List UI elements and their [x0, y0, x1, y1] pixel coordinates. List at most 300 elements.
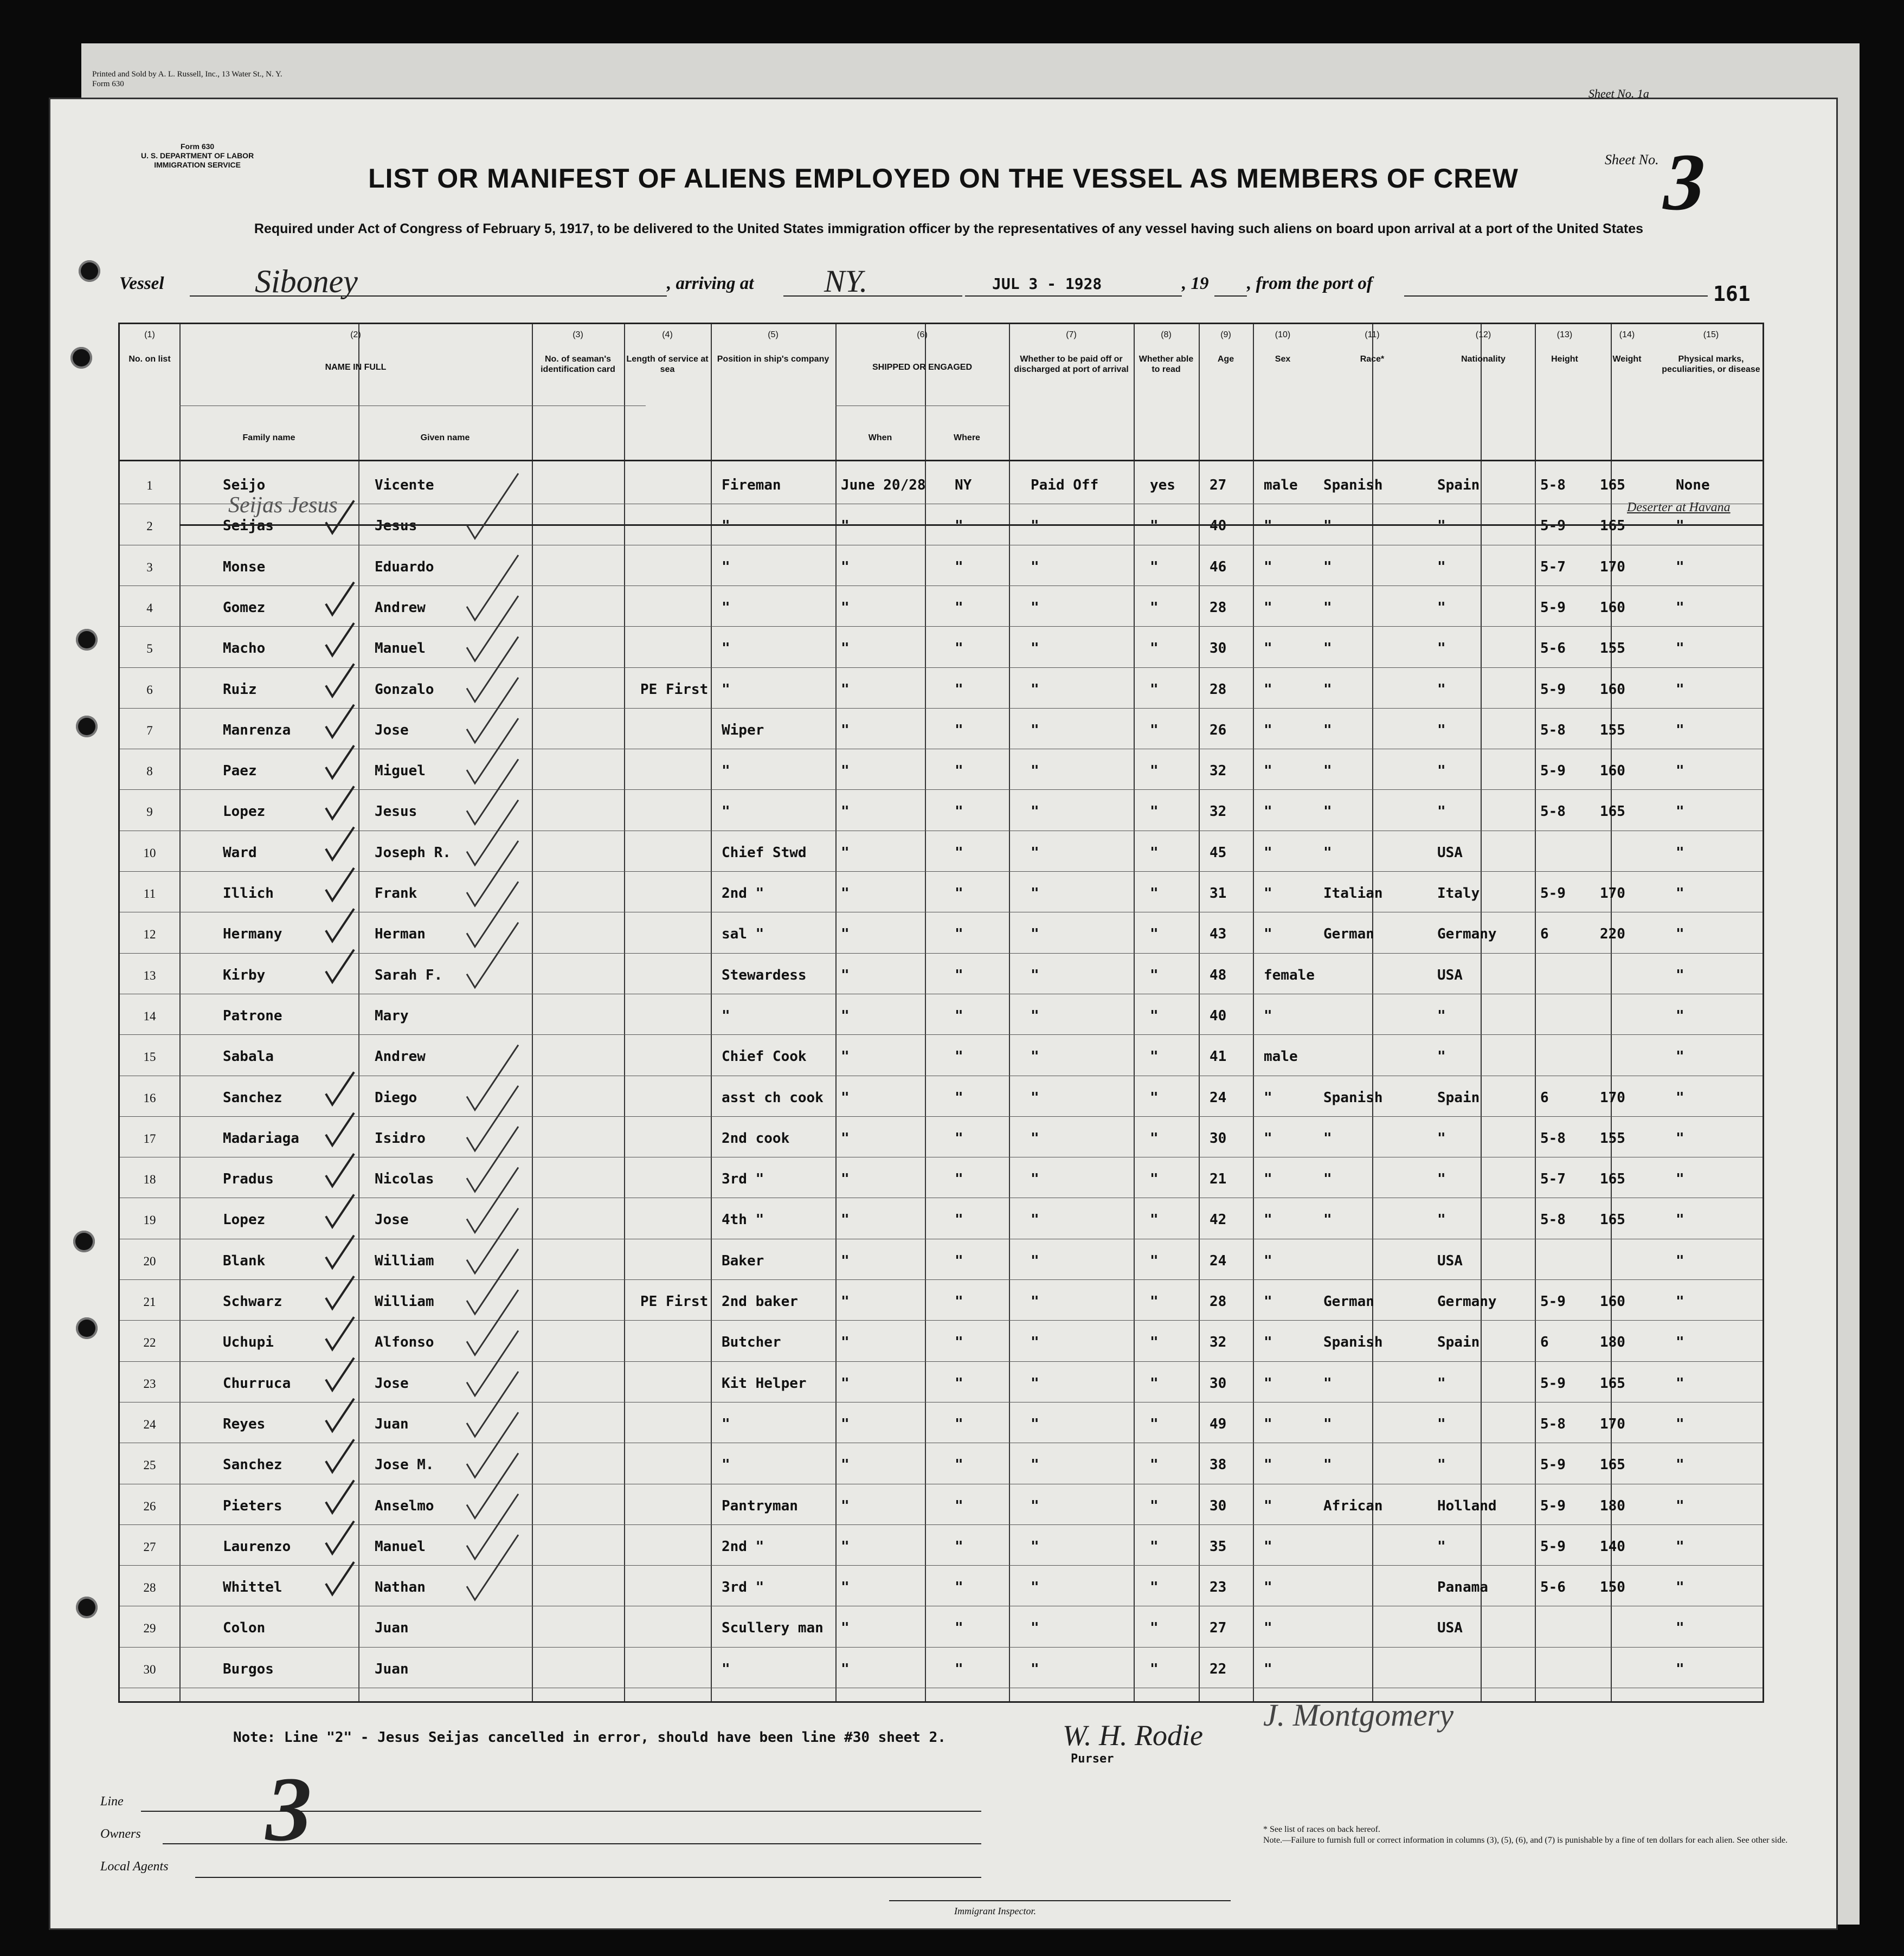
- check-mark: [326, 1154, 354, 1186]
- check-mark: [467, 555, 518, 620]
- cell-age: 45: [1210, 844, 1227, 861]
- cell-position: Butcher: [722, 1334, 781, 1351]
- cell-position: ": [722, 558, 730, 575]
- cell-race: ": [1323, 518, 1332, 535]
- row-number: 15: [143, 1050, 156, 1064]
- cell-paid: ": [1031, 681, 1039, 698]
- cell-race: ": [1323, 558, 1332, 575]
- cell-where: ": [955, 967, 963, 983]
- cell-family: Ruiz: [223, 681, 257, 698]
- cell-position: Stewardess: [722, 967, 807, 983]
- cell-read: ": [1150, 967, 1159, 983]
- check-mark: [467, 678, 518, 743]
- check-mark: [467, 1167, 518, 1232]
- cell-marks: ": [1676, 885, 1684, 902]
- check-mark: [467, 1290, 518, 1355]
- row-number: 10: [143, 846, 156, 860]
- cell-paid: ": [1031, 967, 1039, 983]
- cell-sex: ": [1264, 722, 1272, 738]
- cell-marks: ": [1676, 1620, 1684, 1637]
- cell-age: 40: [1210, 518, 1227, 535]
- check-mark: [467, 1372, 518, 1437]
- purser-label: Purser: [1071, 1752, 1114, 1766]
- cell-race: ": [1323, 1457, 1332, 1474]
- cell-family: Manrenza: [223, 722, 291, 738]
- cell-when: ": [841, 1375, 850, 1392]
- column-number: (8): [1161, 330, 1172, 339]
- purser-signature: W. H. Rodie: [1063, 1719, 1203, 1752]
- cell-nation: USA: [1437, 1252, 1463, 1269]
- cell-weight: 165: [1600, 1212, 1625, 1228]
- cell-paid: ": [1031, 1171, 1039, 1188]
- column-number: (1): [144, 330, 155, 339]
- cell-sex: ": [1264, 681, 1272, 698]
- year-label: , 19: [1182, 274, 1209, 293]
- cell-given: Jose: [375, 1375, 409, 1392]
- cell-height: 5-8: [1540, 477, 1566, 493]
- cell-nation: ": [1437, 1375, 1446, 1392]
- row-number: 22: [143, 1336, 156, 1350]
- cell-position: ": [722, 1415, 730, 1432]
- cell-when: ": [841, 803, 850, 820]
- cell-read: ": [1150, 844, 1159, 861]
- cell-marks: ": [1676, 681, 1684, 698]
- column-header: Weight: [1612, 355, 1642, 364]
- cell-age: 26: [1210, 722, 1227, 738]
- cell-paid: ": [1031, 885, 1039, 902]
- cell-given: Jesus: [375, 518, 417, 535]
- cell-when: ": [841, 1212, 850, 1228]
- cell-weight: 180: [1600, 1334, 1625, 1351]
- cell-given: Jose: [375, 1212, 409, 1228]
- cell-paid: ": [1031, 1375, 1039, 1392]
- cell-where: ": [955, 803, 963, 820]
- cell-family: Lopez: [223, 1212, 266, 1228]
- crew-table: [118, 323, 1764, 1703]
- cell-marks: ": [1676, 763, 1684, 780]
- cell-nation: ": [1437, 763, 1446, 780]
- cell-age: 46: [1210, 558, 1227, 575]
- row-number: 3: [146, 560, 153, 574]
- check-mark: [326, 1276, 354, 1309]
- row-number: 6: [146, 683, 153, 697]
- cell-family: Whittel: [223, 1579, 282, 1596]
- cell-sex: ": [1264, 926, 1272, 943]
- column-number: (13): [1556, 330, 1573, 339]
- check-mark: [467, 1412, 518, 1477]
- cell-age: 30: [1210, 1130, 1227, 1147]
- cell-given: Eduardo: [375, 558, 434, 575]
- cell-marks: ": [1676, 599, 1684, 616]
- column-header: Sex: [1275, 355, 1291, 364]
- cell-nation: Spain: [1437, 1334, 1480, 1351]
- cell-given: William: [375, 1252, 434, 1269]
- cell-sex: ": [1264, 1130, 1272, 1147]
- cell-marks: ": [1676, 518, 1684, 535]
- cell-weight: 180: [1600, 1497, 1625, 1514]
- cell-age: 43: [1210, 926, 1227, 943]
- cell-sex: ": [1264, 1661, 1272, 1677]
- row-number: 27: [143, 1540, 156, 1554]
- cell-given: Frank: [375, 885, 417, 902]
- cell-paid: ": [1031, 1497, 1039, 1514]
- cell-age: 28: [1210, 681, 1227, 698]
- column-number: (11): [1365, 330, 1380, 339]
- cell-race: African: [1323, 1497, 1383, 1514]
- cell-race: ": [1323, 722, 1332, 738]
- cell-given: Joseph R.: [375, 844, 451, 861]
- cell-marks: ": [1676, 1497, 1684, 1514]
- cell-height: 5-9: [1540, 763, 1566, 780]
- cell-marks: ": [1676, 1089, 1684, 1106]
- cell-sex: ": [1264, 1375, 1272, 1392]
- cell-family: Patrone: [223, 1007, 282, 1024]
- cell-given: William: [375, 1294, 434, 1310]
- cell-read: ": [1150, 1579, 1159, 1596]
- local-agents-label: Local Agents: [100, 1860, 169, 1874]
- cell-when: ": [841, 1579, 850, 1596]
- check-mark: [326, 1194, 354, 1227]
- cell-family: Gomez: [223, 599, 266, 616]
- cell-height: 5-9: [1540, 518, 1566, 535]
- cell-where: ": [955, 1375, 963, 1392]
- cell-where: ": [955, 1007, 963, 1024]
- cell-age: 48: [1210, 967, 1227, 983]
- cell-where: ": [955, 1252, 963, 1269]
- row-number: 24: [143, 1417, 156, 1431]
- cell-age: 27: [1210, 477, 1227, 493]
- cell-where: ": [955, 844, 963, 861]
- row-number: 30: [143, 1662, 156, 1676]
- column-subheader: Where: [954, 433, 980, 442]
- cell-when: ": [841, 926, 850, 943]
- column-header: Nationality: [1461, 355, 1506, 364]
- cell-family: Pieters: [223, 1497, 282, 1514]
- column-header: NAME IN FULL: [325, 363, 387, 372]
- cell-weight: 150: [1600, 1579, 1625, 1596]
- cell-position: ": [722, 681, 730, 698]
- row-number: 8: [146, 764, 153, 778]
- check-mark: [326, 582, 354, 615]
- cell-given: Alfonso: [375, 1334, 434, 1351]
- cell-when: ": [841, 885, 850, 902]
- cell-weight: 160: [1600, 599, 1625, 616]
- check-mark: [326, 1072, 354, 1105]
- cell-given: Gonzalo: [375, 681, 434, 698]
- cell-paid: ": [1031, 1579, 1039, 1596]
- column-header: Race*: [1360, 355, 1385, 364]
- cell-read: ": [1150, 1538, 1159, 1555]
- cell-age: 35: [1210, 1538, 1227, 1555]
- cell-given: Manuel: [375, 1538, 426, 1555]
- cell-read: ": [1150, 763, 1159, 780]
- cell-read: ": [1150, 1661, 1159, 1677]
- check-mark: [326, 868, 354, 900]
- cell-marks: ": [1676, 640, 1684, 657]
- cell-paid: ": [1031, 1007, 1039, 1024]
- cell-nation: ": [1437, 558, 1446, 575]
- cell-paid: ": [1031, 1089, 1039, 1106]
- column-number: (9): [1220, 330, 1231, 339]
- cell-where: ": [955, 681, 963, 698]
- cell-read: ": [1150, 599, 1159, 616]
- cell-family: Burgos: [223, 1661, 274, 1677]
- cell-age: 24: [1210, 1089, 1227, 1106]
- cell-nation: ": [1437, 518, 1446, 535]
- cell-given: Andrew: [375, 599, 426, 616]
- check-mark: [326, 623, 354, 655]
- cell-given: Anselmo: [375, 1497, 434, 1514]
- cell-position: Wiper: [722, 722, 764, 738]
- cell-when: ": [841, 1497, 850, 1514]
- cell-sex: ": [1264, 1007, 1272, 1024]
- cell-family: Lopez: [223, 803, 266, 820]
- cell-nation: USA: [1437, 967, 1463, 983]
- column-number: (10): [1275, 330, 1291, 339]
- cell-marks: ": [1676, 1334, 1684, 1351]
- cell-marks: None: [1676, 477, 1710, 493]
- check-mark: [467, 1127, 518, 1192]
- cell-paid: Paid Off: [1031, 477, 1099, 493]
- cell-paid: ": [1031, 1252, 1039, 1269]
- cell-height: 5-7: [1540, 1171, 1566, 1188]
- cell-paid: ": [1031, 558, 1039, 575]
- cell-where: ": [955, 599, 963, 616]
- cell-position: 2nd ": [722, 885, 764, 902]
- penalty-footnote: Note.—Failure to furnish full or correct information in columns (3), (5), (6), and (7) is punishable by a fine of ten dollars for each alien. See other side.: [1263, 1836, 1788, 1845]
- punch-hole: [76, 629, 98, 651]
- check-mark: [467, 1494, 518, 1559]
- check-mark: [467, 1208, 518, 1273]
- cell-height: 5-8: [1540, 722, 1566, 738]
- cell-read: ": [1150, 640, 1159, 657]
- column-header: No. of seaman's identification card: [541, 355, 615, 374]
- cell-nation: Spain: [1437, 477, 1480, 493]
- cell-height: 5-9: [1540, 681, 1566, 698]
- cell-marks: ": [1676, 1048, 1684, 1065]
- column-number: (14): [1619, 330, 1635, 339]
- cell-race: Spanish: [1323, 1334, 1383, 1351]
- cell-when: ": [841, 1130, 850, 1147]
- row-number: 29: [143, 1622, 156, 1636]
- row-number: 18: [143, 1173, 156, 1187]
- cell-read: ": [1150, 1334, 1159, 1351]
- cell-where: ": [955, 885, 963, 902]
- cell-height: 5-8: [1540, 803, 1566, 820]
- cell-position: sal ": [722, 926, 764, 943]
- from-port-label: , from the port of: [1247, 274, 1373, 293]
- cell-given: Jose: [375, 722, 409, 738]
- cell-read: ": [1150, 1171, 1159, 1188]
- column-number: (5): [768, 330, 779, 339]
- cell-height: 5-7: [1540, 558, 1566, 575]
- cell-paid: ": [1031, 844, 1039, 861]
- cell-sex: ": [1264, 1252, 1272, 1269]
- cell-weight: 170: [1600, 1089, 1625, 1106]
- cell-given: Andrew: [375, 1048, 426, 1065]
- cell-height: 5-9: [1540, 1457, 1566, 1474]
- cell-nation: ": [1437, 681, 1446, 698]
- cell-nation: USA: [1437, 1620, 1463, 1637]
- cell-paid: ": [1031, 1620, 1039, 1637]
- cell-where: ": [955, 518, 963, 535]
- cell-read: ": [1150, 1212, 1159, 1228]
- cell-given: Isidro: [375, 1130, 426, 1147]
- cell-age: 42: [1210, 1212, 1227, 1228]
- cell-position: ": [722, 599, 730, 616]
- cell-position: ": [722, 1007, 730, 1024]
- cell-race: ": [1323, 681, 1332, 698]
- vessel-label: Vessel: [119, 274, 164, 293]
- cell-family: Monse: [223, 558, 266, 575]
- cell-marks: ": [1676, 1538, 1684, 1555]
- cell-marks: ": [1676, 967, 1684, 983]
- cell-paid: ": [1031, 1661, 1039, 1677]
- cell-paid: ": [1031, 1212, 1039, 1228]
- check-mark: [467, 1331, 518, 1396]
- cell-given: Mary: [375, 1007, 409, 1024]
- cell-marks: ": [1676, 1661, 1684, 1677]
- cell-position: ": [722, 1661, 730, 1677]
- column-number: (12): [1475, 330, 1491, 339]
- cell-weight: 155: [1600, 640, 1625, 657]
- cell-sex: ": [1264, 763, 1272, 780]
- cell-family: Madariaga: [223, 1130, 299, 1147]
- cell-nation: Germany: [1437, 926, 1497, 943]
- inspector-label: Immigrant Inspector.: [954, 1906, 1036, 1916]
- cell-weight: 140: [1600, 1538, 1625, 1555]
- cell-position: ": [722, 518, 730, 535]
- cell-height: 5-8: [1540, 1415, 1566, 1432]
- cell-family: Macho: [223, 640, 266, 657]
- cell-race: ": [1323, 1415, 1332, 1432]
- cell-paid: ": [1031, 722, 1039, 738]
- cell-weight: 160: [1600, 763, 1625, 780]
- cell-service: PE First: [640, 681, 709, 698]
- check-mark: [467, 841, 518, 906]
- cell-when: ": [841, 1171, 850, 1188]
- cell-service: PE First: [640, 1294, 709, 1310]
- cell-height: 6: [1540, 926, 1549, 943]
- cell-marks: ": [1676, 722, 1684, 738]
- cell-read: ": [1150, 1089, 1159, 1106]
- cell-marks: ": [1676, 926, 1684, 943]
- cell-age: 28: [1210, 1294, 1227, 1310]
- cell-read: ": [1150, 1497, 1159, 1514]
- cell-read: ": [1150, 1007, 1159, 1024]
- cell-nation: Holland: [1437, 1497, 1497, 1514]
- row-number: 19: [143, 1213, 156, 1227]
- cell-weight: 155: [1600, 1130, 1625, 1147]
- cell-family: Laurenzo: [223, 1538, 291, 1555]
- cell-age: 41: [1210, 1048, 1227, 1065]
- cell-nation: ": [1437, 1130, 1446, 1147]
- cell-age: 40: [1210, 1007, 1227, 1024]
- row2-handwritten-name: Seijas Jesus: [228, 493, 338, 518]
- cell-given: Nathan: [375, 1579, 426, 1596]
- cell-given: Juan: [375, 1661, 409, 1677]
- cell-position: ": [722, 640, 730, 657]
- check-mark: [326, 786, 354, 819]
- cell-where: ": [955, 1089, 963, 1106]
- cell-read: ": [1150, 1294, 1159, 1310]
- cell-race: ": [1323, 803, 1332, 820]
- cell-when: ": [841, 640, 850, 657]
- cell-read: ": [1150, 722, 1159, 738]
- cell-where: ": [955, 1334, 963, 1351]
- cell-paid: ": [1031, 1294, 1039, 1310]
- cell-family: Seijas: [223, 518, 274, 535]
- check-mark: [467, 1249, 518, 1314]
- cell-weight: 170: [1600, 885, 1625, 902]
- cell-paid: ": [1031, 1048, 1039, 1065]
- cell-where: ": [955, 763, 963, 780]
- cell-when: ": [841, 518, 850, 535]
- cell-weight: 160: [1600, 1294, 1625, 1310]
- cell-given: Manuel: [375, 640, 426, 657]
- column-header: Whether able to read: [1138, 355, 1194, 374]
- check-mark: [326, 1358, 354, 1391]
- cell-paid: ": [1031, 926, 1039, 943]
- cell-when: ": [841, 1538, 850, 1555]
- cell-marks: ": [1676, 1007, 1684, 1024]
- department-block: Form 630 U. S. DEPARTMENT OF LABOR IMMIGRATION SERVICE: [141, 142, 254, 169]
- cell-where: ": [955, 1130, 963, 1147]
- cell-height: 5-9: [1540, 1538, 1566, 1555]
- cell-sex: ": [1264, 803, 1272, 820]
- column-header: SHIPPED OR ENGAGED: [872, 363, 973, 372]
- cell-height: 5-8: [1540, 1130, 1566, 1147]
- cell-when: ": [841, 1252, 850, 1269]
- cell-nation: ": [1437, 599, 1446, 616]
- cell-sex: ": [1264, 1497, 1272, 1514]
- cell-height: 5-6: [1540, 640, 1566, 657]
- cell-where: ": [955, 1661, 963, 1677]
- cell-where: ": [955, 558, 963, 575]
- cell-family: Illich: [223, 885, 274, 902]
- cell-age: 32: [1210, 1334, 1227, 1351]
- row-number: 11: [143, 887, 156, 900]
- cell-read: ": [1150, 1252, 1159, 1269]
- cell-age: 49: [1210, 1415, 1227, 1432]
- row-number: 1: [146, 479, 153, 492]
- cell-given: Sarah F.: [375, 967, 443, 983]
- cell-age: 22: [1210, 1661, 1227, 1677]
- line-label: Line: [100, 1794, 124, 1809]
- cell-marks: ": [1676, 1457, 1684, 1474]
- cell-race: German: [1323, 1294, 1374, 1310]
- cell-height: 5-9: [1540, 1497, 1566, 1514]
- cell-given: Miguel: [375, 763, 426, 780]
- cell-position: 4th ": [722, 1212, 764, 1228]
- cell-read: ": [1150, 518, 1159, 535]
- cell-when: ": [841, 1089, 850, 1106]
- punch-hole: [76, 716, 98, 737]
- vessel-line: [119, 263, 1800, 306]
- check-mark: [467, 1453, 518, 1519]
- cell-nation: Spain: [1437, 1089, 1480, 1106]
- cell-when: ": [841, 599, 850, 616]
- cell-weight: 165: [1600, 477, 1625, 493]
- cell-nation: Germany: [1437, 1294, 1497, 1310]
- cell-when: June 20/28: [841, 477, 926, 493]
- cell-when: ": [841, 1457, 850, 1474]
- row-number: 14: [143, 1009, 156, 1023]
- cell-weight: 220: [1600, 926, 1625, 943]
- cell-position: 2nd cook: [722, 1130, 790, 1147]
- column-number: (2): [350, 330, 361, 339]
- row-number: 2: [146, 519, 153, 533]
